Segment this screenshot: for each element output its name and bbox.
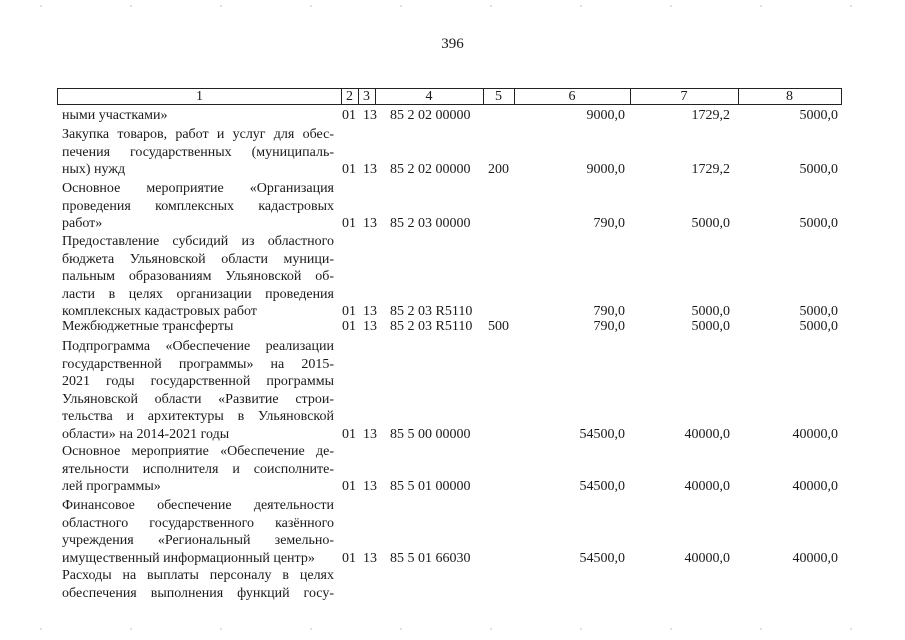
row-name <box>62 443 334 496</box>
row-name-line: Подпрограмма «Обеспечение реализации <box>62 339 334 354</box>
cell-c8: 40000,0 <box>792 426 838 442</box>
cell-c3: 13 <box>363 479 377 494</box>
cell-c6: 790,0 <box>593 216 625 231</box>
row-name-line: 2021 годы государственной программы <box>62 374 334 389</box>
cell-c3: 13 <box>363 216 377 231</box>
cell-c4: 85 2 02 00000 <box>390 162 471 177</box>
cell-c4: 85 2 03 00000 <box>390 216 471 231</box>
row-name <box>62 318 334 336</box>
row-name-line: государственной программы» на 2015- <box>62 356 334 372</box>
scan-artifact-bottom <box>0 628 905 630</box>
cell-c4: 85 5 01 00000 <box>390 479 471 494</box>
cell-c7: 5000,0 <box>691 319 730 334</box>
cell-c7: 40000,0 <box>684 426 730 442</box>
cell-c2: 01 <box>342 479 356 494</box>
cell-c8: 5000,0 <box>799 304 838 319</box>
row-name-line: области» на 2014-2021 годы <box>62 426 230 442</box>
cell-c6: 790,0 <box>593 304 625 319</box>
cell-c2: 01 <box>342 426 356 442</box>
row-name <box>62 497 334 567</box>
cell-c4: 85 5 01 66030 <box>390 550 471 566</box>
row-name-line: Ульяновской области «Развитие строи- <box>62 391 334 407</box>
cell-c2: 01 <box>342 108 356 123</box>
header-cell: 8 <box>786 89 793 104</box>
header-cell: 1 <box>58 89 342 104</box>
row-name <box>62 107 334 125</box>
row-name-line: Межбюджетные трансферты <box>62 319 234 334</box>
cell-c8: 40000,0 <box>792 550 838 566</box>
row-name <box>62 233 334 321</box>
row-name-line: лей программы» <box>62 479 161 494</box>
cell-c5: 500 <box>488 319 509 334</box>
row-name <box>62 126 334 179</box>
header-cell: 4 <box>375 89 484 104</box>
row-name-line: тельства и архитектуры в Ульяновской <box>62 409 334 424</box>
header-cell: 7 <box>630 89 739 104</box>
row-name-line: областного государственного казённого <box>62 515 334 531</box>
scan-artifact-top <box>0 5 905 7</box>
cell-c4: 85 5 00 00000 <box>390 426 471 442</box>
page-number: 396 <box>441 36 464 52</box>
row-name-line: Финансовое обеспечение деятельности <box>62 498 334 513</box>
cell-c8: 40000,0 <box>792 479 838 494</box>
cell-c8: 5000,0 <box>799 108 838 123</box>
cell-c3: 13 <box>363 108 377 123</box>
row-name <box>62 567 334 602</box>
cell-c6: 54500,0 <box>579 479 625 494</box>
header-cell: 2 <box>341 89 359 104</box>
cell-c3: 13 <box>363 162 377 177</box>
cell-c2: 01 <box>342 304 356 319</box>
row-name-line: ных) нужд <box>62 162 126 177</box>
cell-c6: 9000,0 <box>586 162 625 177</box>
cell-c7: 1729,2 <box>691 162 730 177</box>
cell-c3: 13 <box>363 426 377 442</box>
row-name-line: комплексных кадастровых работ <box>62 304 257 319</box>
row-name-line: проведения комплексных кадастровых <box>62 198 334 214</box>
cell-c7: 40000,0 <box>684 550 730 566</box>
cell-c4: 85 2 02 00000 <box>390 108 471 123</box>
cell-c7: 1729,2 <box>691 108 730 123</box>
cell-c2: 01 <box>342 550 356 566</box>
row-name-line: ными участками» <box>62 108 168 123</box>
cell-c6: 54500,0 <box>579 426 625 442</box>
row-name-line: пальным образованиям Ульяновской об- <box>62 269 334 284</box>
cell-c3: 13 <box>363 304 377 319</box>
row-name <box>62 180 334 233</box>
cell-c3: 13 <box>363 550 377 566</box>
row-name-line: Расходы на выплаты персоналу в целях <box>62 568 334 583</box>
cell-c7: 5000,0 <box>691 304 730 319</box>
row-name-line: ласти в целях организации проведения <box>62 286 334 302</box>
row-name-line: учреждения «Региональный земельно- <box>62 533 334 548</box>
row-name <box>62 338 334 443</box>
cell-c3: 13 <box>363 319 377 334</box>
header-cell: 6 <box>514 89 631 104</box>
cell-c7: 40000,0 <box>684 479 730 494</box>
row-name-line: Основное мероприятие «Обеспечение де- <box>62 444 334 459</box>
cell-c8: 5000,0 <box>799 216 838 231</box>
cell-c4: 85 2 03 R5110 <box>390 319 473 334</box>
row-name-line: обеспечения выполнения функций госу- <box>62 585 334 601</box>
row-name-line: ятельности исполнителя и соисполните- <box>62 461 334 477</box>
table-header-row <box>57 88 842 105</box>
cell-c6: 9000,0 <box>586 108 625 123</box>
cell-c7: 5000,0 <box>691 216 730 231</box>
cell-c8: 5000,0 <box>799 319 838 334</box>
row-name-line: печения государственных (муниципаль- <box>62 144 334 160</box>
cell-c8: 5000,0 <box>799 162 838 177</box>
row-name-line: Закупка товаров, работ и услуг для обес- <box>62 127 334 142</box>
row-name-line: бюджета Ульяновской области муници- <box>62 251 334 267</box>
cell-c2: 01 <box>342 162 356 177</box>
cell-c6: 790,0 <box>593 319 625 334</box>
row-name-line: имущественный информационный центр» <box>62 550 315 566</box>
row-name-line: Основное мероприятие «Организация <box>62 181 334 196</box>
header-cell: 3 <box>358 89 376 104</box>
cell-c2: 01 <box>342 216 356 231</box>
cell-c6: 54500,0 <box>579 550 625 566</box>
row-name-line: Предоставление субсидий из областного <box>62 234 334 249</box>
row-name-line: работ» <box>62 216 103 231</box>
cell-c4: 85 2 03 R5110 <box>390 304 473 319</box>
cell-c5: 200 <box>488 162 509 177</box>
header-cell: 5 <box>483 89 515 104</box>
cell-c2: 01 <box>342 319 356 334</box>
